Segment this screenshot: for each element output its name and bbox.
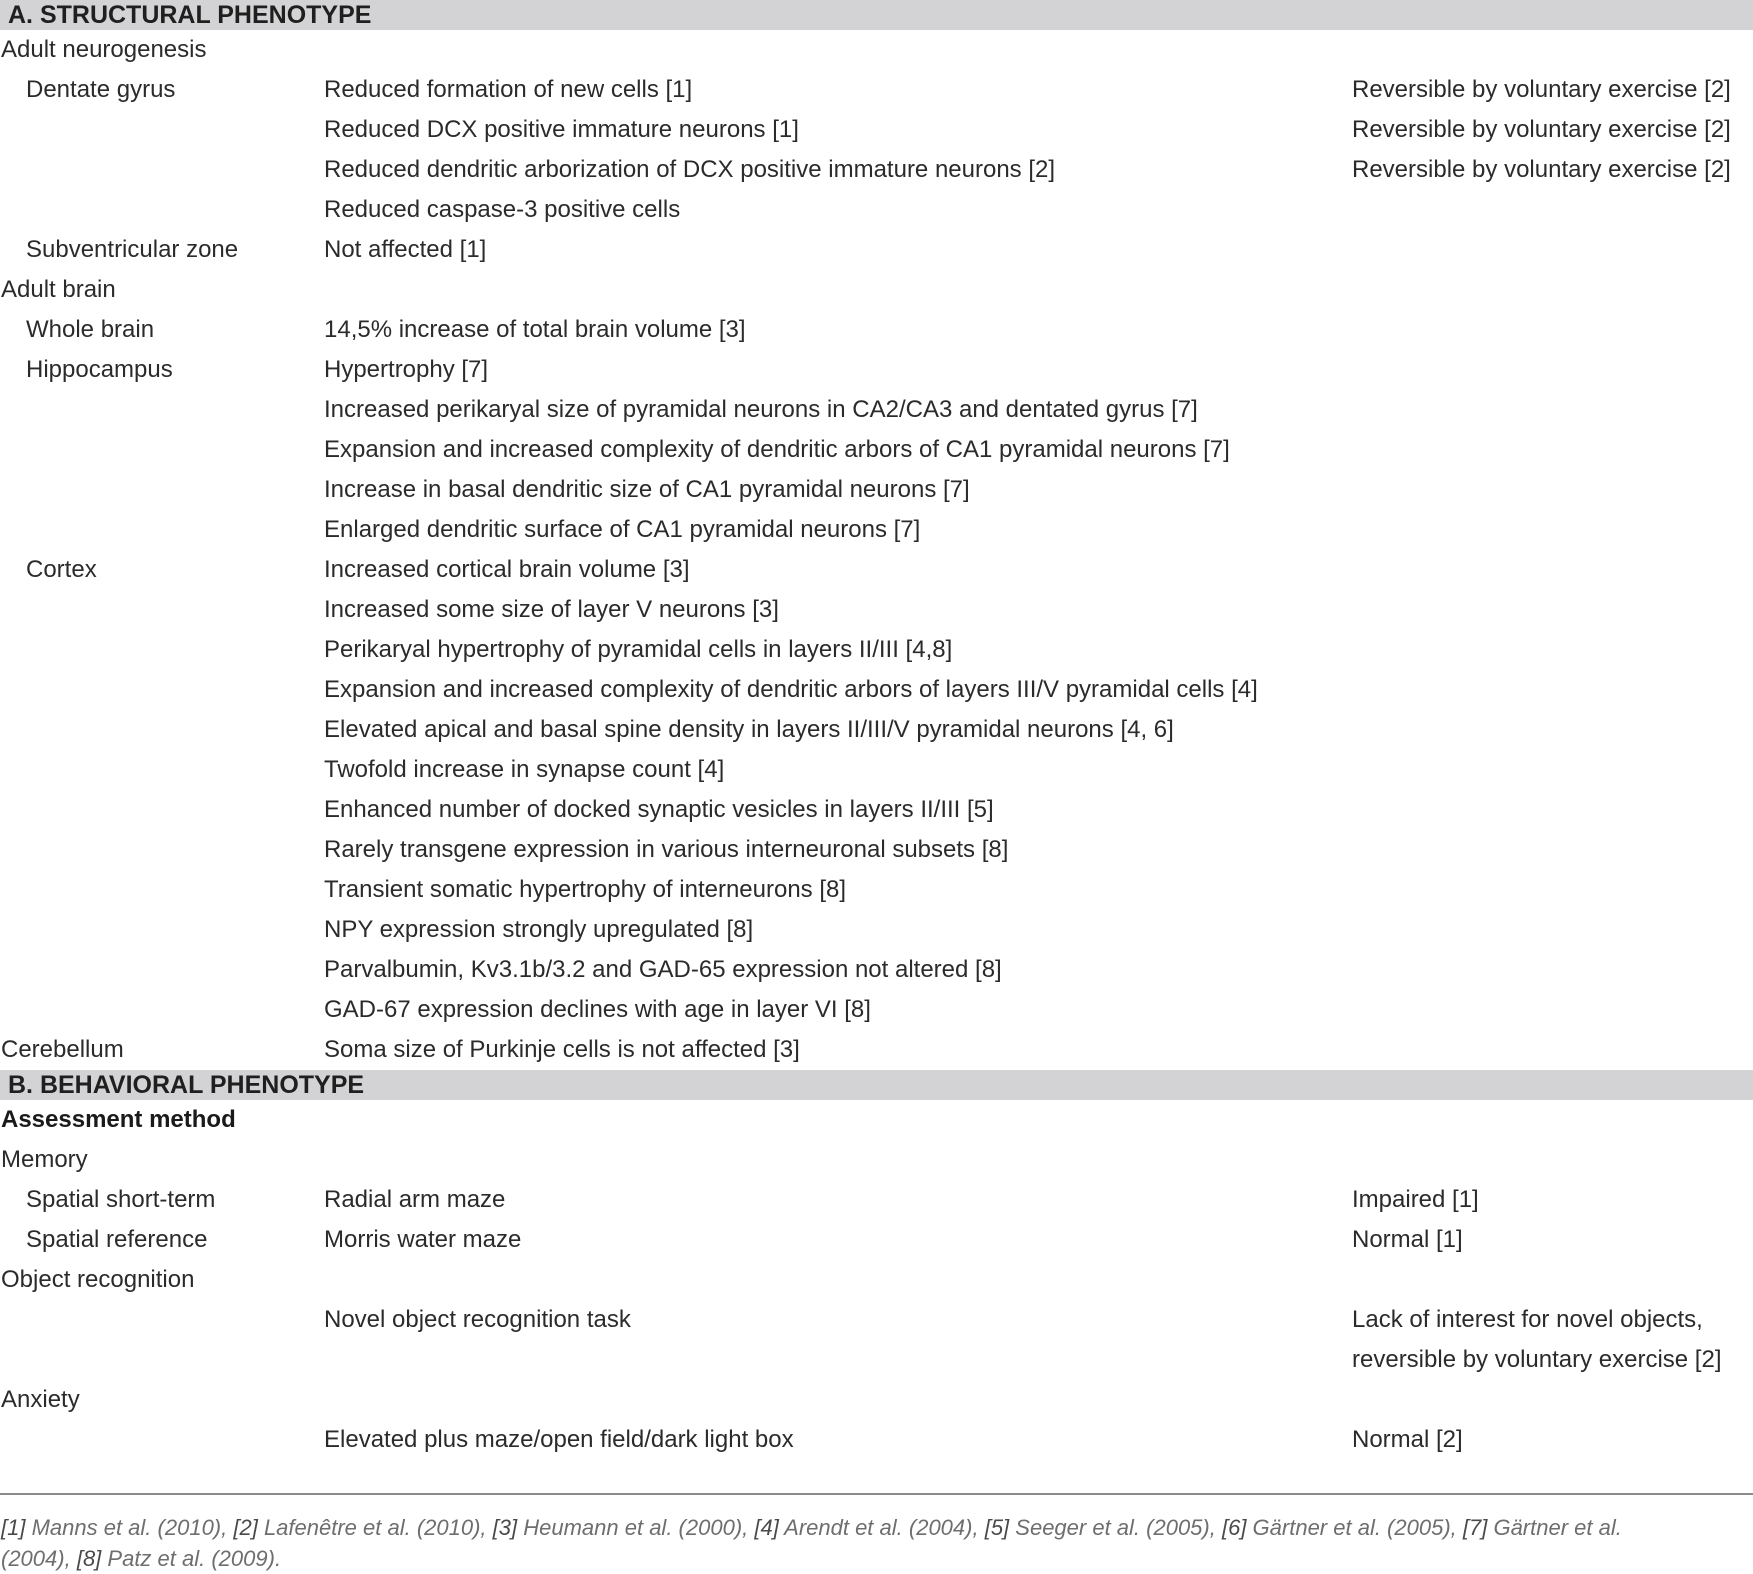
row-finding: Hypertrophy [7] <box>324 356 489 383</box>
footnote-number: [7] <box>1462 1515 1488 1540</box>
row-note: Reversible by voluntary exercise [2] <box>1352 156 1731 183</box>
row-finding: Not affected [1] <box>324 236 487 263</box>
row-category: Object recognition <box>1 1266 195 1293</box>
table-row <box>0 950 1753 990</box>
footnote-number: [5] <box>984 1515 1010 1540</box>
table-row <box>0 150 1753 190</box>
row-finding: Reduced caspase-3 positive cells <box>324 196 681 223</box>
table-row <box>0 1140 1753 1180</box>
row-finding: GAD-67 expression declines with age in layer VI [8] <box>324 996 871 1023</box>
row-finding: Increase in basal dendritic size of CA1 pyramidal neurons [7] <box>324 476 970 503</box>
row-finding: NPY expression strongly upregulated [8] <box>324 916 754 943</box>
table-row <box>0 1300 1753 1380</box>
row-category: Hippocampus <box>26 356 173 383</box>
row-finding: Increased cortical brain volume [3] <box>324 556 690 583</box>
table-row <box>0 750 1753 790</box>
row-finding: Reduced dendritic arborization of DCX positive immature neurons [2] <box>324 156 1056 183</box>
table-row <box>0 630 1753 670</box>
row-finding: Novel object recognition task <box>324 1306 631 1333</box>
table-row <box>0 590 1753 630</box>
table-row <box>0 30 1753 70</box>
row-finding: Enhanced number of docked synaptic vesicles in layers II/III [5] <box>324 796 994 823</box>
table-row <box>0 870 1753 910</box>
table-row <box>0 990 1753 1030</box>
footnote-line-2 <box>1 1543 1751 1574</box>
footnote-reference: Gärtner et al. (2005), <box>1246 1515 1463 1540</box>
footnote-reference: Patz et al. (2009). <box>101 1546 282 1571</box>
footnote-reference: (2004), <box>1 1546 77 1571</box>
footnote-number: [2] <box>233 1515 258 1540</box>
row-finding: Enlarged dendritic surface of CA1 pyramidal neurons [7] <box>324 516 921 543</box>
table-row <box>0 70 1753 110</box>
row-finding: Soma size of Purkinje cells is not affected [3] <box>324 1036 800 1063</box>
row-finding: Transient somatic hypertrophy of interneurons [8] <box>324 876 847 903</box>
footnote-number: [6] <box>1221 1515 1247 1540</box>
row-finding: Increased perikaryal size of pyramidal neurons in CA2/CA3 and dentated gyrus [7] <box>324 396 1198 423</box>
footnote-reference: Gärtner et al. <box>1487 1515 1622 1540</box>
row-category: Adult brain <box>1 276 116 303</box>
table-row <box>0 1180 1753 1220</box>
row-category: Cerebellum <box>1 1036 124 1063</box>
table-row <box>0 710 1753 750</box>
table-row <box>0 670 1753 710</box>
row-finding: Elevated plus maze/open field/dark light box <box>324 1426 794 1453</box>
row-category: Adult neurogenesis <box>1 36 207 63</box>
table-row <box>0 270 1753 310</box>
table-row <box>0 110 1753 150</box>
table-row <box>0 1260 1753 1300</box>
row-finding: Reduced DCX positive immature neurons [1] <box>324 116 799 143</box>
row-category: Assessment method <box>1 1106 236 1133</box>
footnote-number: [8] <box>76 1546 102 1571</box>
row-category: Dentate gyrus <box>26 76 176 103</box>
table-row <box>0 350 1753 390</box>
section-b-header: B. BEHAVIORAL PHENOTYPE <box>0 1070 1753 1100</box>
row-category: Anxiety <box>1 1386 80 1413</box>
row-finding: Twofold increase in synapse count [4] <box>324 756 725 783</box>
footnote-line-1 <box>1 1512 1751 1543</box>
row-category: Memory <box>1 1146 88 1173</box>
row-category: Cortex <box>26 556 97 583</box>
row-category: Subventricular zone <box>26 236 239 263</box>
row-finding: Expansion and increased complexity of dendritic arbors of layers III/V pyramidal cells [4] <box>324 676 1258 703</box>
table-row <box>0 510 1753 550</box>
row-category: Whole brain <box>26 316 155 343</box>
table-row <box>0 430 1753 470</box>
row-finding: 14,5% increase of total brain volume [3] <box>324 316 746 343</box>
table-row <box>0 1380 1753 1420</box>
row-note: Reversible by voluntary exercise [2] <box>1352 76 1731 103</box>
row-finding: Morris water maze <box>324 1226 522 1253</box>
footnote-reference: Manns et al. (2010), <box>25 1515 234 1540</box>
footnote-reference: Heumann et al. (2000), <box>517 1515 755 1540</box>
table-row <box>0 1100 1753 1140</box>
row-finding: Expansion and increased complexity of dendritic arbors of CA1 pyramidal neurons [7] <box>324 436 1230 463</box>
footnote-divider <box>0 1493 1753 1495</box>
row-note-continued: reversible by voluntary exercise [2] <box>1352 1346 1722 1373</box>
row-finding: Increased some size of layer V neurons [3] <box>324 596 779 623</box>
table-row <box>0 830 1753 870</box>
footnote-number: [1] <box>1 1515 26 1540</box>
table-row <box>0 910 1753 950</box>
row-finding: Parvalbumin, Kv3.1b/3.2 and GAD-65 expression not altered [8] <box>324 956 1002 983</box>
section-a-header: A. STRUCTURAL PHENOTYPE <box>0 0 1753 30</box>
row-note: Impaired [1] <box>1352 1186 1479 1213</box>
table-row <box>0 470 1753 510</box>
row-finding: Elevated apical and basal spine density in layers II/III/V pyramidal neurons [4, 6] <box>324 716 1174 743</box>
footnote-reference: Arendt et al. (2004), <box>778 1515 985 1540</box>
row-finding: Radial arm maze <box>324 1186 506 1213</box>
row-note: Lack of interest for novel objects, <box>1352 1306 1703 1333</box>
table-row <box>0 550 1753 590</box>
footnote-reference: Lafenêtre et al. (2010), <box>257 1515 493 1540</box>
row-note: Reversible by voluntary exercise [2] <box>1352 116 1731 143</box>
table-row <box>0 1030 1753 1070</box>
row-finding: Reduced formation of new cells [1] <box>324 76 693 103</box>
table-row <box>0 190 1753 230</box>
row-category: Spatial reference <box>26 1226 208 1253</box>
row-finding: Perikaryal hypertrophy of pyramidal cells in layers II/III [4,8] <box>324 636 953 663</box>
row-note: Normal [2] <box>1352 1426 1463 1453</box>
footnote-number: [3] <box>492 1515 518 1540</box>
footnotes <box>1 1512 1751 1574</box>
row-note: Normal [1] <box>1352 1226 1463 1253</box>
section-b-rows <box>0 1100 1753 1460</box>
table-row <box>0 390 1753 430</box>
row-finding: Rarely transgene expression in various interneuronal subsets [8] <box>324 836 1009 863</box>
footnote-reference: Seeger et al. (2005), <box>1009 1515 1222 1540</box>
footnote-number: [4] <box>754 1515 779 1540</box>
table-row <box>0 1420 1753 1460</box>
table-row <box>0 1220 1753 1260</box>
row-category: Spatial short-term <box>26 1186 216 1213</box>
section-a-rows <box>0 30 1753 1070</box>
table-row <box>0 310 1753 350</box>
table-row <box>0 230 1753 270</box>
table-row <box>0 790 1753 830</box>
